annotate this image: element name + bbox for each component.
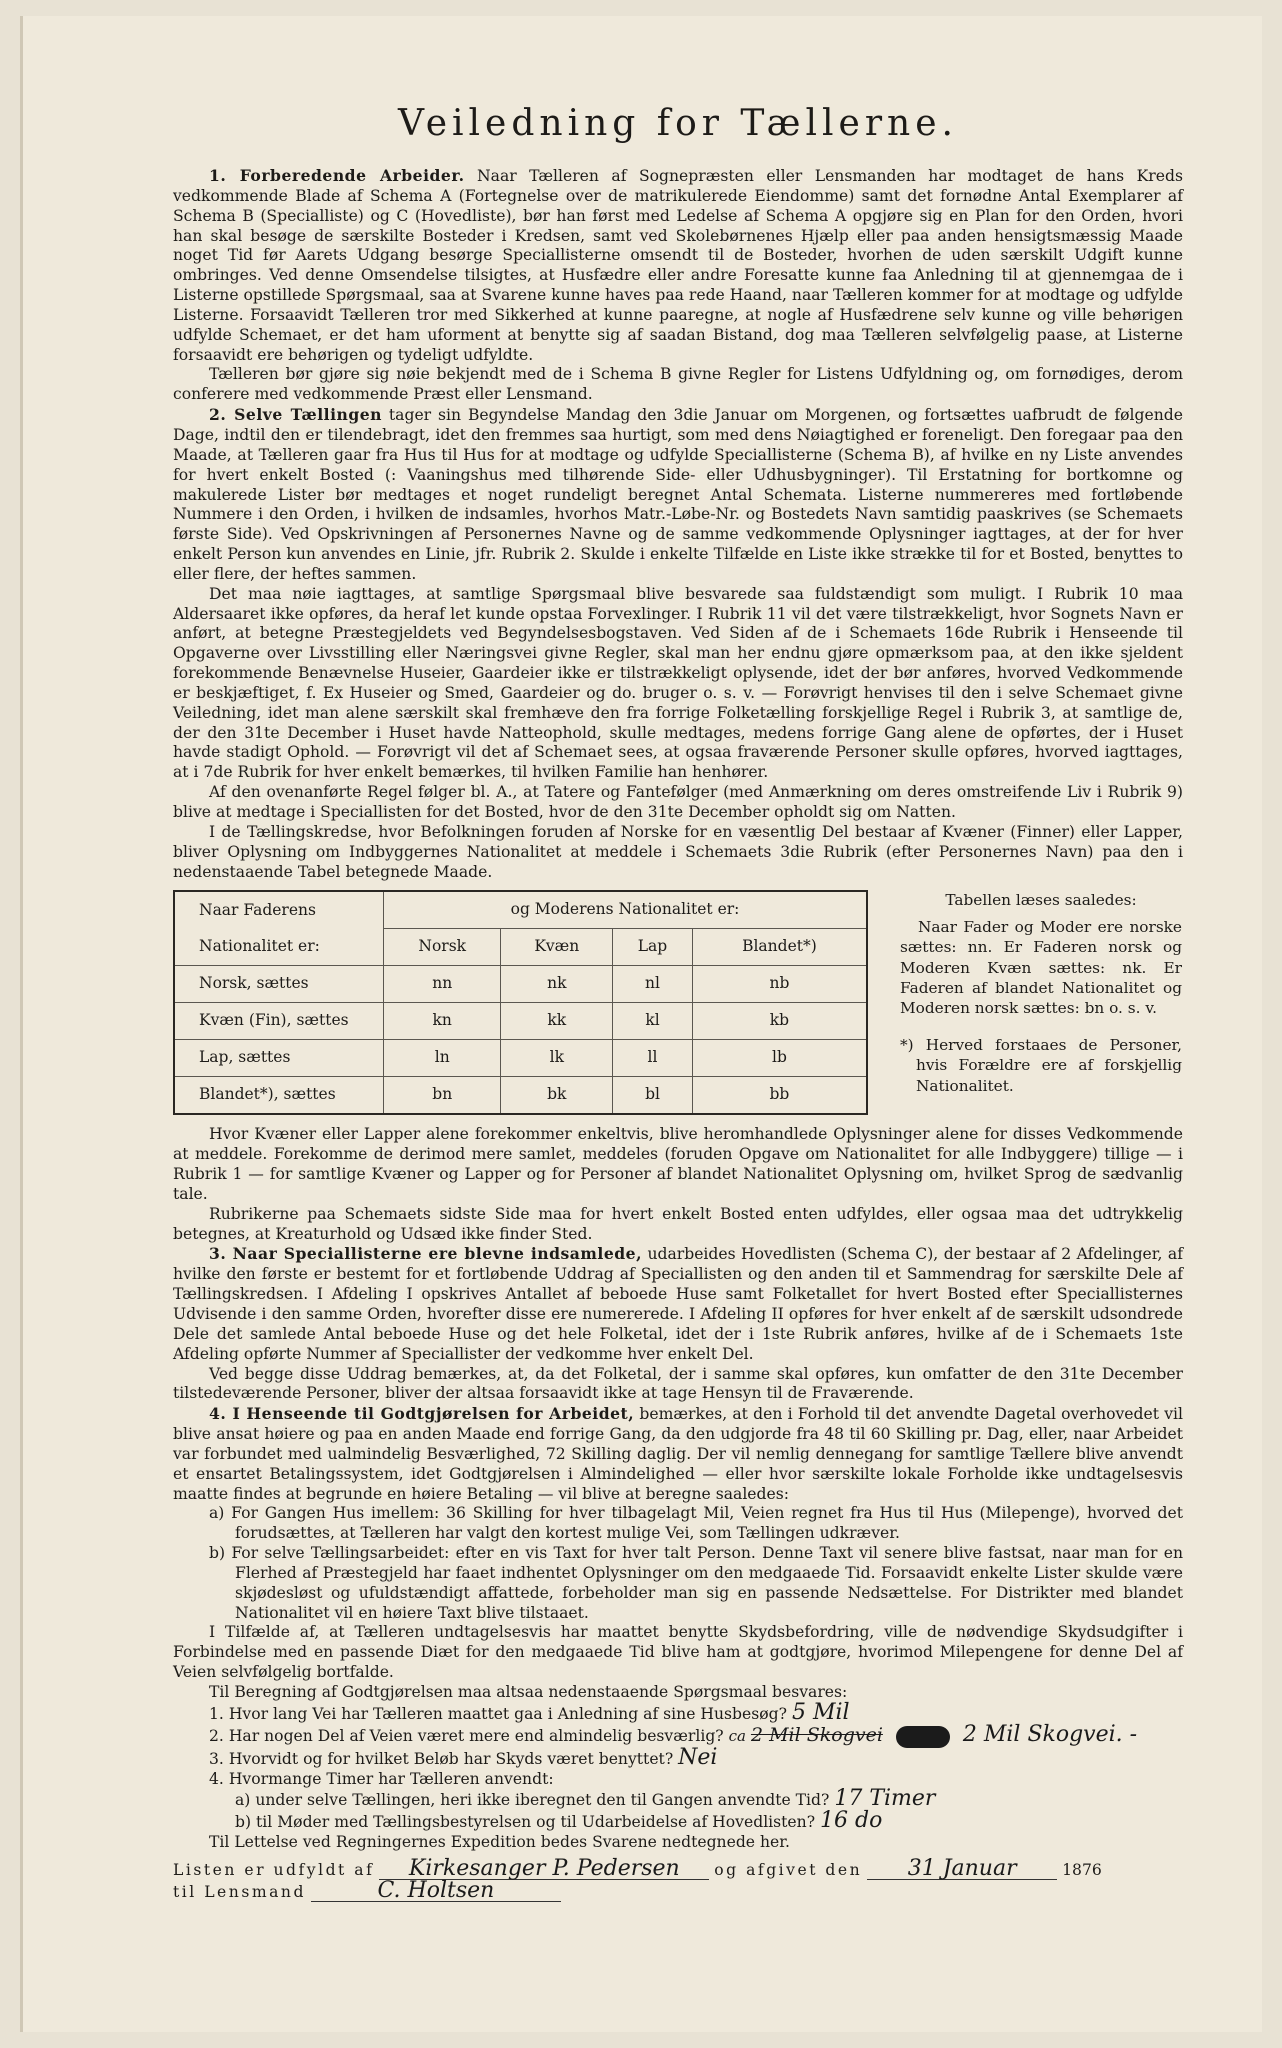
filled-by-label: Listen er udfyldt af	[173, 1860, 375, 1879]
col-header: Blandet*)	[692, 929, 867, 966]
section-1-paragraph-1	[173, 166, 1183, 365]
question-3-text: 3. Hvorvidt og for hvilket Beløb har Skyds været benyttet?	[209, 1749, 674, 1768]
section-2-paragraph-5: Hvor Kvæner eller Lapper alene forekommer enkeltvis, blive heromhandlede Oplysninger alene for disses Vedkommende at meddele. Forekomme de derimod mere samlet, meddeles (foruden Opgave om Nationalitet for alle Indbyggere) tillige — i Rubrik 1 — for samtlige Kvæner og Lapper og for Personer af blandet Nationalitet Oplysning om, hvilket Sprog de sædvanlig tale.	[173, 1125, 1183, 1203]
document-sheet	[20, 16, 1262, 2032]
table-cell: nl	[613, 966, 693, 1003]
nationality-table	[173, 890, 868, 1115]
table-cell: bn	[384, 1077, 501, 1115]
section-4-heading: 4. I Henseende til Godtgjørelsen for Arbeidet,	[209, 1404, 635, 1424]
table-cell: ln	[384, 1040, 501, 1077]
section-2-heading: 2. Selve Tællingen	[209, 405, 382, 425]
section-2-paragraph-1	[173, 405, 1183, 585]
table-explanation-text: Naar Fader og Moder ere norske sættes: nn. Er Faderen norsk og Moderen Kvæn sættes: nk. Er Faderen af blandet Nationalitet og Moderen norsk sættes: bn o. s. v.	[900, 917, 1182, 1018]
payment-rule-a: a) For Gangen Hus imellem: 36 Skilling for hver tilbagelagt Mil, Veien regnet fra Hus til Hus (Milepenge), hvorved det forudsættes, at Tælleren har valgt den kortest mulige Vei, som Tællingen udkræver.	[209, 1504, 1183, 1543]
question-1-text: 1. Hvor lang Vei har Tælleren maattet gaa i Anledning af sine Husbesøg?	[209, 1704, 787, 1723]
document-body	[173, 104, 1183, 1903]
question-4a-text: a) under selve Tællingen, heri ikke iberegnet den til Gangen anvendte Tid?	[235, 1791, 830, 1810]
section-2-paragraph-6: Rubrikerne paa Schemaets sidste Side maa for hvert enkelt Bosted enten udfyldes, eller ogsaa maa det udtrykkelig betegnes, at Kreaturhold og Udsæd ikke finder Sted.	[173, 1204, 1183, 1243]
answer-1: 5 Mil	[791, 1699, 850, 1725]
question-4a	[209, 1786, 1183, 1812]
ink-blot	[896, 1726, 950, 1748]
question-4b-text: b) til Møder med Tællingsbestyrelsen og til Udarbeidelse af Hovedlisten?	[235, 1813, 816, 1832]
table-cell: bk	[501, 1077, 613, 1115]
closing-note: Til Lettelse ved Regningernes Expedition bedes Svarene nedtegnede her.	[209, 1833, 790, 1852]
table-cell: ll	[613, 1040, 693, 1077]
table-cell: nn	[384, 966, 501, 1003]
table-row	[174, 1003, 867, 1040]
table-cell: lk	[501, 1040, 613, 1077]
section-4-paragraph-1	[173, 1404, 1183, 1504]
row-label: Lap, sættes	[174, 1040, 384, 1077]
submission-date: 31 Januar	[867, 1859, 1057, 1880]
table-footnote: *) Herved forstaaes de Personer, hvis Forældre ere af forskjellig Nationalitet.	[900, 1035, 1182, 1095]
question-4: 4. Hvormange Timer har Tælleren anvendt:	[209, 1769, 554, 1788]
question-3	[209, 1744, 1183, 1770]
page-title: Veiledning for Tællerne.	[398, 103, 958, 144]
answer-4a: 17 Timer	[834, 1786, 936, 1812]
table-explanation-heading: Tabellen læses saaledes:	[945, 891, 1137, 910]
section-4-text: bemærkes, at den i Forhold til det anvendte Dagetal overhovedet vil blive ansat høiere og paa en anden Maade end forrige Gang, da den udgjorde fra 48 til 60 Skilling pr. Dag, eller, naar Arbeidet var forbundet med ualmindelig Besværlighed, 72 Skilling daglig. Der vil nemlig dennegang for samtlige Tællere blive anvendt et ensartet Betalingssystem, idet Godtgjørelsen i Almindelighed — eller hvor særskilte lokale Forholde ikke undtagelsesvis maatte findes at begrunde en høiere Betaling — vil blive at beregne saaledes:	[173, 1405, 1184, 1503]
table-cell: lb	[692, 1040, 867, 1077]
section-3-paragraph-2: Ved begge disse Uddrag bemærkes, at, da det Folketal, der i samme skal opføres, kun omfatter de den 31te December tilstedeværende Personer, bliver der altsaa forsaavidt ikke at tage Hensyn til de Fraværende.	[173, 1364, 1183, 1403]
father-header-2: Nationalitet er:	[174, 929, 384, 966]
table-row	[174, 1077, 867, 1115]
nationality-table-block	[173, 890, 1183, 1115]
table-cell: bl	[613, 1077, 693, 1115]
signature-lines	[173, 1855, 1183, 1903]
answer-2: 2 Mil Skogvei. -	[962, 1721, 1138, 1747]
question-4b	[209, 1808, 1183, 1834]
section-3-heading: 3. Naar Speciallisterne ere blevne indsamlede,	[209, 1244, 642, 1264]
row-label: Blandet*), sættes	[174, 1077, 384, 1115]
col-header: Lap	[613, 929, 693, 966]
section-4-paragraph-2: I Tilfælde af, at Tælleren undtagelsesvis har maattet benytte Skydsbefordring, ville de nødvendige Skydsudgifter i Forbindelse med en passende Diæt for den medgaaede Tid blive ham at godtgjøre, hvorimod Milepengene for denne Del af Veien selvfølgelig bortfalde.	[173, 1623, 1183, 1682]
answer-2-struck: 2 Mil Skogvei	[750, 1723, 883, 1746]
row-label: Kvæn (Fin), sættes	[174, 1003, 384, 1040]
answer-4b: 16 do	[820, 1808, 883, 1834]
lensmand-line	[173, 1877, 1183, 1903]
section-2-paragraph-3: Af den ovenanførte Regel følger bl. A., at Tatere og Fantefølger (med Anmærkning om deres omstreifende Liv i Rubrik 9) blive at medtage i Speciallisten for det Bosted, hvor de den 31te December opholdt sig om Natten.	[173, 783, 1183, 821]
payment-rules	[173, 1504, 1183, 1623]
table-row	[174, 1040, 867, 1077]
section-1-text: Naar Tælleren af Sognepræsten eller Lensmanden har modtaget de hans Kreds vedkommende Blade af Schema A (Fortegnelse over de matrikulerede Eiendomme) samt det fornødne Antal Exemplarer af Schema B (Specialliste) og C (Hovedliste), bør han først med Ledelse af Schema A opgjøre sig en Plan for den Orden, hvori han skal besøge de særskilte Bosteder i Kredsen, samt ved Skolebørnenes Hjælp eller paa anden hensigtsmæssig Maade noget Tid før Aarets Udgang besørge Speciallisterne omsendt til de Bosteder, hvorhen de uden særskilt Udgift kunne ombringes. Ved denne Omsendelse tilsigtes, at Husfædre eller andre Foresatte kunne faa Anledning til at gjennemgaa de i Listerne opstillede Spørgsmaal, saa at Svarene kunne haves paa rede Haand, naar Tælleren kommer for at modtage og udfylde Listerne. Forsaavidt Tælleren tror med Sikkerhed at kunne paaregne, at nogle af Husfædrene selv kunne og ville behørigen udfylde Schemaet, er det ham uforment at benytte sig af saadan Bistand, dog maa Tælleren selvfølgelig paase, at Listerne forsaavidt ere behørigen og tydeligt udfyldte.	[173, 167, 1183, 364]
table-cell: kk	[501, 1003, 613, 1040]
section-4-paragraph-3: Til Beregning af Godtgjørelsen maa altsaa nedenstaaende Spørgsmaal besvares:	[209, 1683, 848, 1701]
lensmand-label: til Lensmand	[173, 1882, 306, 1901]
filled-by-line	[173, 1855, 1183, 1881]
table-cell: bb	[692, 1077, 867, 1115]
section-1-paragraph-2: Tælleren bør gjøre sig nøie bekjendt med de i Schema B givne Regler for Listens Udfyldning og, om fornødiges, derom conferere med vedkommende Præst eller Lensmand.	[173, 365, 1183, 404]
table-cell: kl	[613, 1003, 693, 1040]
section-2-paragraph-2: Det maa nøie iagttages, at samtlige Spørgsmaal blive besvarede saa fuldstændigt som muligt. I Rubrik 10 maa Aldersaaret ikke opføres, da heraf let kunde opstaa Forvexlinger. I Rubrik 11 vil det være tilstrækkeligt, hvor Sognets Navn er anført, at betegne Præstegjeldets ved Begyndelsesbogstaven. Ved Siden af de i Schemaets 16de Rubrik i Henseende til Opgaverne over Livsstilling eller Næringsvei givne Regler, skal man her endnu gjøre opmærksom paa, at den ikke sjeldent forekommende Benævnelse Huseier, Gaardeier ikke er tilstrækkeligt oplysende, idet der bør anføres, hvorved Vedkommende er beskjæftiget, f. Ex Huseier og Smed, Gaardeier og do. bruger o. s. v. — Forøvrigt henvises til den i selve Schemaet givne Veiledning, idet man alene særskilt skal fremhæve den fra forrige Folketælling forskjellige Regel i Rubrik 3, at samtlige de, der den 31te December i Huset havde Natteophold, skulle medtages, medens forrige Gang alene de opførtes, der i Huset havde stadigt Ophold. — Forøvrigt vil det af Schemaet sees, at ogsaa fraværende Personer skulle opføres, hvorved iagttages, at i 7de Rubrik for hver enkelt bemærkes, til hvilken Familie han henhører.	[173, 584, 1183, 782]
lensmand-name: C. Holtsen	[311, 1881, 561, 1902]
table-cell: nk	[501, 966, 613, 1003]
answer-2-prefix: ca	[728, 1726, 746, 1745]
col-header: Norsk	[384, 929, 501, 966]
mother-header: og Moderens Nationalitet er:	[384, 891, 868, 929]
section-2-text: tager sin Begyndelse Mandag den 3die Januar om Morgenen, og fortsættes uafbrudt de følgende Dage, indtil den er tilendebragt, idet den fremmes saa hurtigt, som med dens Nøiagtighed er foreneligt. Den foregaar paa den Maade, at Tælleren gaar fra Hus til Hus for at modtage og udfylde Speciallisterne (Schema B), af hvilke en ny Liste anvendes for hvert enkelt Bosted (: Vaaningshus med tilhørende Side- eller Udhusbygninger). Til Erstatning for bortkomne og makulerede Lister bør medtages et noget rundeligt beregnet Antal Schemata. Listerne nummereres med fortløbende Nummere i den Orden, i hvilken de indsamles, hvorhos Matr.-Løbe-Nr. og Bostedets Navn samtidig paaskrives (se Schemaets første Side). Ved Opskrivningen af Personernes Navne og de samme vedkommende Oplysninger iagttages, at der for hver enkelt Person kun anvendes en Linie, jfr. Rubrik 2. Skulde i enkelte Tilfælde en Liste ikke strække til for et Bosted, benyttes to eller flere, der heftes sammen.	[173, 406, 1183, 583]
father-header-1: Naar Faderens	[174, 891, 384, 929]
question-2-text: 2. Har nogen Del af Veien været mere end almindelig besværlig?	[209, 1726, 724, 1745]
section-2-paragraph-4: I de Tællingskredse, hvor Befolkningen foruden af Norske for en væsentlig Del bestaar af Kvæner (Finner) eller Lapper, bliver Oplysning om Indbyggernes Nationalitet at meddele i Schemaets 3die Rubrik (efter Personernes Navn) paa den i nedenstaaende Tabel betegnede Maade.	[173, 822, 1183, 881]
section-3-text: udarbeides Hovedlisten (Schema C), der bestaar af 2 Afdelinger, af hvilke den første er bestemt for et fortløbende Uddrag af Speciallisten og den anden til et Sammendrag for særskilte Dele af Tællingskredsen. I Afdeling I opskrives Antallet af beboede Huse samt Folketallet for hvert Bosted efter Speciallisternes Udvisende i den samme Orden, hvorefter disse ere numererede. I Afdeling II opføres for hver enkelt af de særskilt udsondrede Dele det samlede Antal beboede Huse og det hele Folketal, idet der i 1ste Rubrik anføres, hvilke af de i Schemaets 1ste Afdeling opførte Nummer af Speciallister der vedkomme hver enkelt Del.	[173, 1245, 1183, 1363]
table-explanation	[900, 890, 1182, 1096]
table-cell: nb	[692, 966, 867, 1003]
section-3-paragraph-1	[173, 1244, 1183, 1364]
submission-year: 1876	[1062, 1860, 1102, 1879]
table-cell: kn	[384, 1003, 501, 1040]
submitted-label: og afgivet den	[714, 1860, 863, 1879]
section-1-heading: 1. Forberedende Arbeider.	[209, 166, 465, 185]
col-header: Kvæn	[501, 929, 613, 966]
questions-list	[173, 1699, 1183, 1834]
table-cell: kb	[692, 1003, 867, 1040]
table-row	[174, 966, 867, 1003]
row-label: Norsk, sættes	[174, 966, 384, 1003]
payment-rule-b: b) For selve Tællingsarbeidet: efter en vis Taxt for hver talt Person. Denne Taxt vil senere blive fastsat, naar man for en Flerhed af Præstegjeld har faaet indhentet Oplysninger om den medgaaede Tid. Forsaavidt enkelte Lister skulde være skjødesløst og ufuldstændigt affattede, forbeholder man sig en passende Nedsættelse. For Distrikter med blandet Nationalitet vil en høiere Taxt blive tilstaaet.	[209, 1544, 1183, 1622]
answer-3: Nei	[678, 1744, 718, 1770]
filled-by-name: Kirkesanger P. Pedersen	[379, 1859, 709, 1880]
